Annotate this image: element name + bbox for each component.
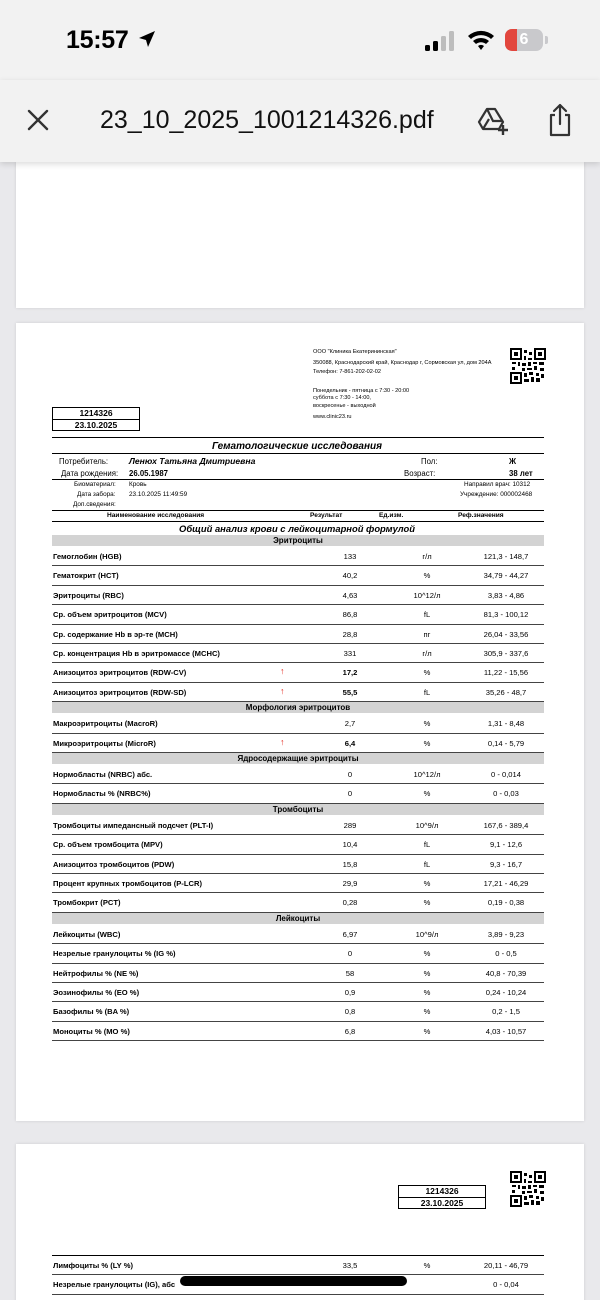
location-arrow-icon [137,29,157,49]
result-row [52,547,544,566]
column-header-name: Наименование исследования [107,512,205,519]
result-row [52,566,544,585]
reference-range: 305,9 - 337,6 [483,649,529,658]
dob-label: Дата рождения: [61,469,119,478]
referring-doctor: Направил врач: 10312 [464,481,531,488]
order-id: 1214326 [425,1186,459,1196]
test-result: 133 [343,552,357,561]
reference-range: 26,04 - 33,56 [483,629,529,639]
result-row [52,855,544,874]
test-name: Ср. содержание Hb в эр-те (MCH) [53,629,178,639]
reference-range: 34,79 - 44,27 [483,571,529,581]
test-result: 6,97 [342,929,358,939]
clinic-name: ООО "Клиника Екатерининская" [313,349,397,355]
test-result: 29,9 [342,879,358,888]
sex-label: Пол: [421,457,438,466]
abnormal-flag: ↑ [280,685,285,696]
test-unit: % [423,898,431,908]
test-unit: 10^9/л [415,929,439,939]
test-result: 17,2 [342,668,358,678]
status-bar [0,0,600,80]
test-name: Макроэритроциты (MacroR) [53,719,158,729]
add-to-drive-icon[interactable] [476,106,510,136]
test-unit: % [423,949,431,959]
result-row [52,734,544,753]
reference-range: 0 - 0,03 [493,789,519,799]
result-row [52,1256,544,1275]
test-result: 289 [343,820,357,830]
reference-range: 11,22 - 15,56 [483,668,529,678]
test-result: 33,5 [342,1261,358,1270]
share-icon[interactable] [545,102,575,138]
reference-range: 3,89 - 9,23 [487,929,525,939]
test-name: Лейкоциты (WBC) [53,929,121,939]
result-row [52,683,544,702]
reference-range: 0,24 - 10,24 [485,988,527,997]
result-row [52,983,544,1002]
analysis-title: Общий анализ крови с лейкоцитарной формулой [179,523,415,534]
test-unit: 10^12/л [413,590,441,600]
test-name: Анизоцитоз эритроцитов (RDW-SD) [53,687,187,697]
result-row [52,605,544,624]
reference-range: 0,14 - 5,79 [487,738,525,748]
result-row [52,816,544,835]
reference-range: 3,83 - 4,86 [487,590,525,600]
test-result: 0 [347,770,353,779]
battery-indicator [505,29,543,51]
test-name: Гемоглобин (HGB) [53,552,122,561]
order-id-box [52,407,140,431]
clinic-info [313,349,503,422]
test-unit: % [423,988,431,997]
pdf-viewer-toolbar [0,80,600,162]
test-name: Анизоцитоз эритроцитов (RDW-CV) [53,668,187,678]
pdf-page-current [16,323,584,1121]
reference-range: 0,19 - 0,38 [487,898,525,908]
test-unit: fL [423,610,431,620]
test-unit: % [423,738,431,748]
biomaterial-value: Кровь [129,481,147,488]
patient-name: Ленюх Татьяна Дмитриевна [129,456,256,466]
test-name: Микроэритроциты (MicroR) [53,738,156,748]
clinic-hours: воскресенье - выходной [313,402,376,409]
redaction-mark [180,1276,407,1286]
result-row [52,625,544,644]
result-row [52,1022,544,1041]
result-row [52,944,544,963]
result-row [52,874,544,893]
result-row [52,893,544,912]
test-name: Нормобласты % (NRBC%) [53,789,151,799]
abnormal-flag: ↑ [280,736,285,747]
clinic-phone: Телефон: 7-861-202-02-02 [313,369,381,375]
reference-range: 40,8 - 70,39 [485,968,527,978]
test-name: Тромбоциты импедансный подсчет (PLT-I) [53,820,214,830]
test-name: Эозинофилы % (EO %) [53,988,140,997]
test-unit: 10^12/л [413,770,441,779]
battery-level: 6 [519,31,529,48]
section-band: Морфология эритроцитов [52,702,544,713]
test-unit: fL [423,840,431,850]
result-row [52,835,544,854]
test-unit: % [423,668,431,678]
test-name: Незрелые гранулоциты % (IG %) [53,949,176,959]
close-icon[interactable] [26,108,50,132]
test-result: 86,8 [342,610,358,620]
test-result: 40,2 [342,571,358,581]
reference-range: 9,3 - 16,7 [489,859,523,869]
test-result: 6,4 [344,738,356,748]
clinic-site: www.clinic23.ru [313,414,352,420]
institution-code: Учреждение: 000002468 [460,491,533,498]
result-row [52,784,544,803]
clinic-address: 350088, Краснодарский край, Краснодар г, Сормовская ул, дом 204А [313,359,492,366]
test-result: 0 [347,949,353,959]
test-result: 28,8 [342,629,358,639]
test-result: 331 [343,649,357,658]
test-result: 10,4 [342,840,358,850]
test-unit: % [423,1261,431,1270]
result-row [52,586,544,605]
test-name: Ср. объем эритроцитов (MCV) [53,610,167,620]
wifi-icon [466,28,496,52]
reference-range: 4,03 - 10,57 [485,1026,527,1036]
test-unit: % [423,968,431,978]
reference-range: 20,11 - 46,79 [483,1261,529,1270]
test-unit: % [423,879,431,888]
test-name: Процент крупных тромбоцитов (P-LCR) [53,879,202,888]
reference-range: 1,31 - 8,48 [487,719,525,729]
test-name: Незрелые гранулоциты (IG), абс [53,1280,176,1290]
test-name: Анизоцитоз тромбоцитов (PDW) [53,859,175,869]
reference-range: 121,3 - 148,7 [483,552,529,561]
biomaterial-label: Биоматериал: [74,481,116,488]
reference-range: 0 - 0,04 [493,1280,519,1290]
test-result: 2,7 [344,719,356,729]
pdf-page-previous [16,162,584,308]
test-name: Ср. концентрация Hb в эритромассе (MCHC) [53,649,220,658]
test-result: 0,8 [344,1007,356,1017]
test-result: 6,8 [344,1026,356,1036]
test-unit: % [423,1026,431,1036]
reference-range: 0 - 0,014 [491,770,521,779]
column-header-unit: Ед.изм. [379,512,404,519]
section-band: Лейкоциты [52,913,544,924]
age-label: Возраст: [404,469,436,478]
cellular-signal-icon [425,31,459,51]
result-row [52,714,544,733]
section-band: Эритроциты [52,535,544,546]
test-name: Лимфоциты % (LY %) [53,1261,133,1270]
qr-code [510,348,546,384]
test-name: Ср. объем тромбоцита (MPV) [53,840,163,850]
section-band: Ядросодержащие эритроциты [52,753,544,764]
test-unit: 10^9/л [415,820,439,830]
test-name: Тромбокрит (PCT) [53,898,121,908]
reference-range: 0,2 - 1,5 [492,1007,520,1017]
clinic-hours: суббота с 7:30 - 14:00, [313,395,371,401]
test-result: 0,9 [344,988,356,997]
test-result: 58 [345,968,355,978]
test-name: Гематокрит (HCT) [53,571,119,581]
test-result: 4,63 [342,590,358,600]
reference-range: 17,21 - 46,29 [483,879,529,888]
patient-label: Потребитель: [59,457,109,466]
test-name: Нормобласты (NRBC) абс. [53,770,153,779]
reference-range: 81,3 - 100,12 [483,610,529,620]
test-name: Базофилы % (BA %) [53,1007,130,1017]
column-header-result: Результат [310,512,343,519]
status-time: 15:57 [66,26,129,54]
test-unit: % [423,571,431,581]
extra-info-label: Доп.сведения: [73,501,116,508]
order-id: 1214326 [79,408,113,418]
result-row [52,644,544,663]
reference-range: 35,26 - 48,7 [485,687,527,697]
clinic-hours: Понедельник - пятница с 7:30 - 20:00 [313,387,410,394]
age-value: 38 лет [509,469,533,478]
test-result: 55,5 [342,687,358,697]
column-header-ref: Реф.значения [458,512,504,519]
reference-range: 167,6 - 389,4 [483,820,529,830]
test-name: Моноциты % (MO %) [53,1026,130,1036]
result-row [52,1002,544,1021]
test-result: 0,28 [342,898,358,908]
document-title: 23_10_2025_1001214326.pdf [100,106,434,134]
test-name: Эритроциты (RBC) [53,590,124,600]
test-unit: г/л [422,649,432,658]
order-date: 23.10.2025 [53,419,139,430]
result-row [52,765,544,784]
test-unit: fL [423,859,431,869]
dob-value: 26.05.1987 [129,469,169,478]
test-unit: % [423,789,431,799]
test-name: Нейтрофилы % (NE %) [53,968,139,978]
qr-code [510,1171,546,1207]
result-row [52,925,544,944]
abnormal-flag: ↑ [280,666,285,677]
test-unit: % [423,1007,431,1017]
sex-value: Ж [509,457,517,466]
reference-range: 9,1 - 12,6 [489,840,523,850]
test-result: 0 [347,789,353,799]
test-unit: % [423,719,431,729]
result-row [52,663,544,682]
test-unit: г/л [422,552,432,561]
collection-date: 23.10.2025 11:49:59 [129,491,188,498]
test-unit: fL [423,687,431,697]
section-band: Тромбоциты [52,804,544,815]
reference-range: 0 - 0,5 [495,949,517,959]
collection-label: Дата забора: [77,491,116,498]
test-unit: пг [423,629,431,639]
result-row [52,964,544,983]
section-title: Гематологические исследования [211,441,383,452]
order-id-box [398,1185,486,1209]
test-result: 15,8 [342,859,358,869]
order-date: 23.10.2025 [399,1197,485,1208]
